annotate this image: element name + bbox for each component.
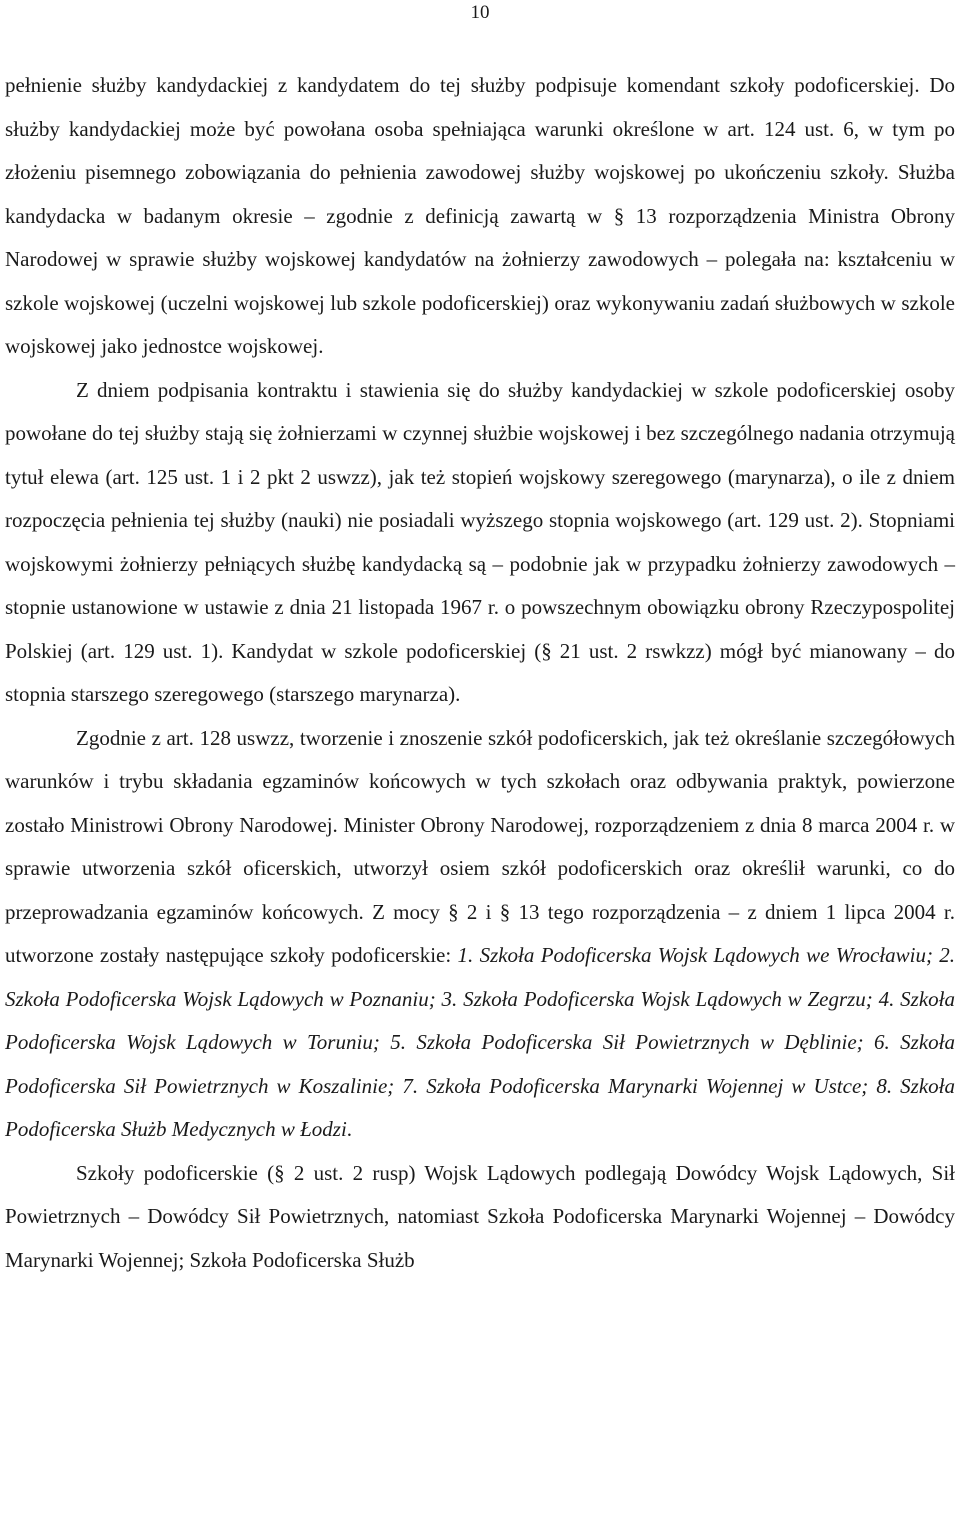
paragraph-4-text: Szkoły podoficerskie (§ 2 ust. 2 rusp) Wojsk Lądowych podlegają Dowódcy Wojsk Lądowych, Sił Powietrznych – Dowódcy Sił Powietrznych, natomiast Szkoła Podoficerska Marynarki Wojennej – Dowódcy Marynarki Wojennej; Szkoła Podoficerska Służb bbox=[5, 1160, 955, 1272]
paragraph-3-end: . bbox=[346, 1117, 353, 1141]
paragraph-3-text: Zgodnie z art. 128 uswzz, tworzenie i znoszenie szkół podoficerskich, jak też określanie szczegółowych warunków i trybu składania egzaminów końcowych w tych szkołach oraz odbywania praktyk, powierzone zostało Ministrowi Obrony Narodowej. Minister Obrony Narodowej, rozporządzeniem z dnia 8 marca 2004 r. w sprawie utworzenia szkół oficerskich, utworzył osiem szkół podoficerskich oraz określił warunki, co do przeprowadzania egzaminów końcowych. Z mocy § 2 i § 13 tego rozporządzenia – z dniem 1 lipca 2004 r. utworzone zostały następujące szkoły podoficerskie: bbox=[5, 725, 955, 967]
document-body bbox=[5, 64, 955, 1282]
paragraph-4 bbox=[5, 1152, 955, 1283]
paragraph-1 bbox=[5, 64, 955, 369]
paragraph-1-text: pełnienie służby kandydackiej z kandydatem do tej służby podpisuje komendant szkoły podoficerskiej. Do służby kandydackiej może być powołana osoba spełniająca warunki określone w art. 124 ust. 6, w tym po złożeniu pisemnego zobowiązania do pełnienia zawodowej służby wojskowej po ukończeniu szkoły. Służba kandydacka w badanym okresie – zgodnie z definicją zawartą w § 13 rozporządzenia Ministra Obrony Narodowej w sprawie służby wojskowej kandydatów na żołnierzy zawodowych – polegała na: kształceniu w szkole wojskowej (uczelni wojskowej lub szkole podoficerskiej) oraz wykonywaniu zadań służbowych w szkole wojskowej jako jednostce wojskowej. bbox=[5, 73, 955, 358]
paragraph-2-text: Z dniem podpisania kontraktu i stawienia się do służby kandydackiej w szkole podoficerskiej osoby powołane do tej służby stają się żołnierzami w czynnej służbie wojskowej i bez szczególnego nadania otrzymują tytuł elewa (art. 125 ust. 1 i 2 pkt 2 uswzz), jak też stopień wojskowy szeregowego (marynarza), o ile z dniem rozpoczęcia pełnienia tej służby (nauki) nie posiadali wyższego stopnia wojskowego (art. 129 ust. 2). Stopniami wojskowymi żołnierzy pełniących służbę kandydacką są – podobnie jak w przypadku żołnierzy zawodowych – stopnie ustanowione w ustawie z dnia 21 listopada 1967 r. o powszechnym obowiązku obrony Rzeczypospolitej Polskiej (art. 129 ust. 1). Kandydat w szkole podoficerskiej (§ 21 ust. 2 rswkzz) mógł być mianowany – do stopnia starszego szeregowego (starszego marynarza). bbox=[5, 377, 955, 706]
paragraph-3-school-list: 1. Szkoła Podoficerska Wojsk Lądowych we Wrocławiu; 2. Szkoła Podoficerska Wojsk Lądowych w Poznaniu; 3. Szkoła Podoficerska Wojsk Lądowych w Zegrzu; 4. Szkoła Podoficerska Wojsk Lądowych w Toruniu; 5. Szkoła Podoficerska Sił Powietrznych w Dęblinie; 6. Szkoła Podoficerska Sił Powietrznych w Koszalinie; 7. Szkoła Podoficerska Marynarki Wojennej w Ustce; 8. Szkoła Podoficerska Służb Medycznych w Łodzi bbox=[5, 943, 955, 1141]
paragraph-3 bbox=[5, 717, 955, 1152]
page-number: 10 bbox=[470, 2, 490, 23]
paragraph-2 bbox=[5, 369, 955, 717]
